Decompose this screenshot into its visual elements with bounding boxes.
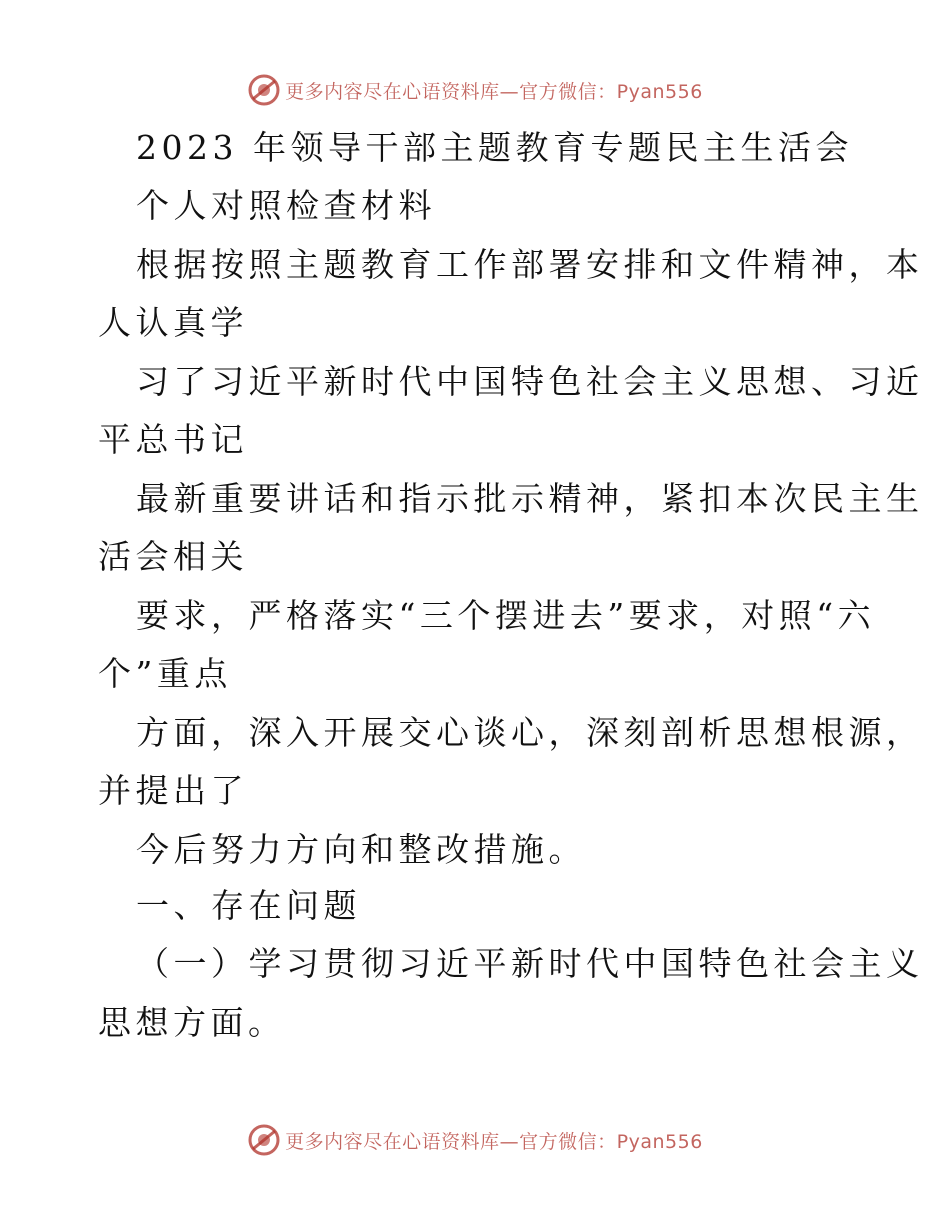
watermark-text: 更多内容尽在心语资料库—官方微信：Pyan556 — [285, 80, 703, 103]
doc-title-line-1: 2023 年领导干部主题教育专题民主生活会 — [136, 128, 853, 167]
section-heading: 一、存在问题 — [136, 886, 361, 925]
doc-line: 人认真学 — [98, 303, 248, 342]
watermark-header — [0, 72, 950, 108]
watermark-logo-icon — [247, 73, 281, 107]
doc-line: 今后努力方向和整改措施。 — [136, 830, 586, 869]
doc-line: 平总书记 — [98, 420, 248, 459]
doc-line: 思想方面。 — [98, 1003, 286, 1042]
watermark-footer — [0, 1122, 950, 1158]
doc-title-line-2: 个人对照检查材料 — [136, 186, 436, 225]
doc-line: 要求，严格落实“三个摆进去”要求，对照“六 — [136, 596, 876, 635]
doc-line: 根据按照主题教育工作部署安排和文件精神，本 — [136, 245, 924, 284]
doc-line: 习了习近平新时代中国特色社会主义思想、习近 — [136, 362, 924, 401]
doc-line: 并提出了 — [98, 771, 248, 810]
watermark-logo-icon — [247, 1123, 281, 1157]
watermark-text: 更多内容尽在心语资料库—官方微信：Pyan556 — [285, 1130, 703, 1153]
subsection-heading: （一）学习贯彻习近平新时代中国特色社会主义 — [136, 944, 924, 983]
doc-line: 活会相关 — [98, 537, 248, 576]
doc-line: 个”重点 — [98, 654, 232, 693]
doc-line: 方面，深入开展交心谈心，深刻剖析思想根源， — [136, 713, 924, 752]
doc-line: 最新重要讲话和指示批示精神，紧扣本次民主生 — [136, 479, 924, 518]
